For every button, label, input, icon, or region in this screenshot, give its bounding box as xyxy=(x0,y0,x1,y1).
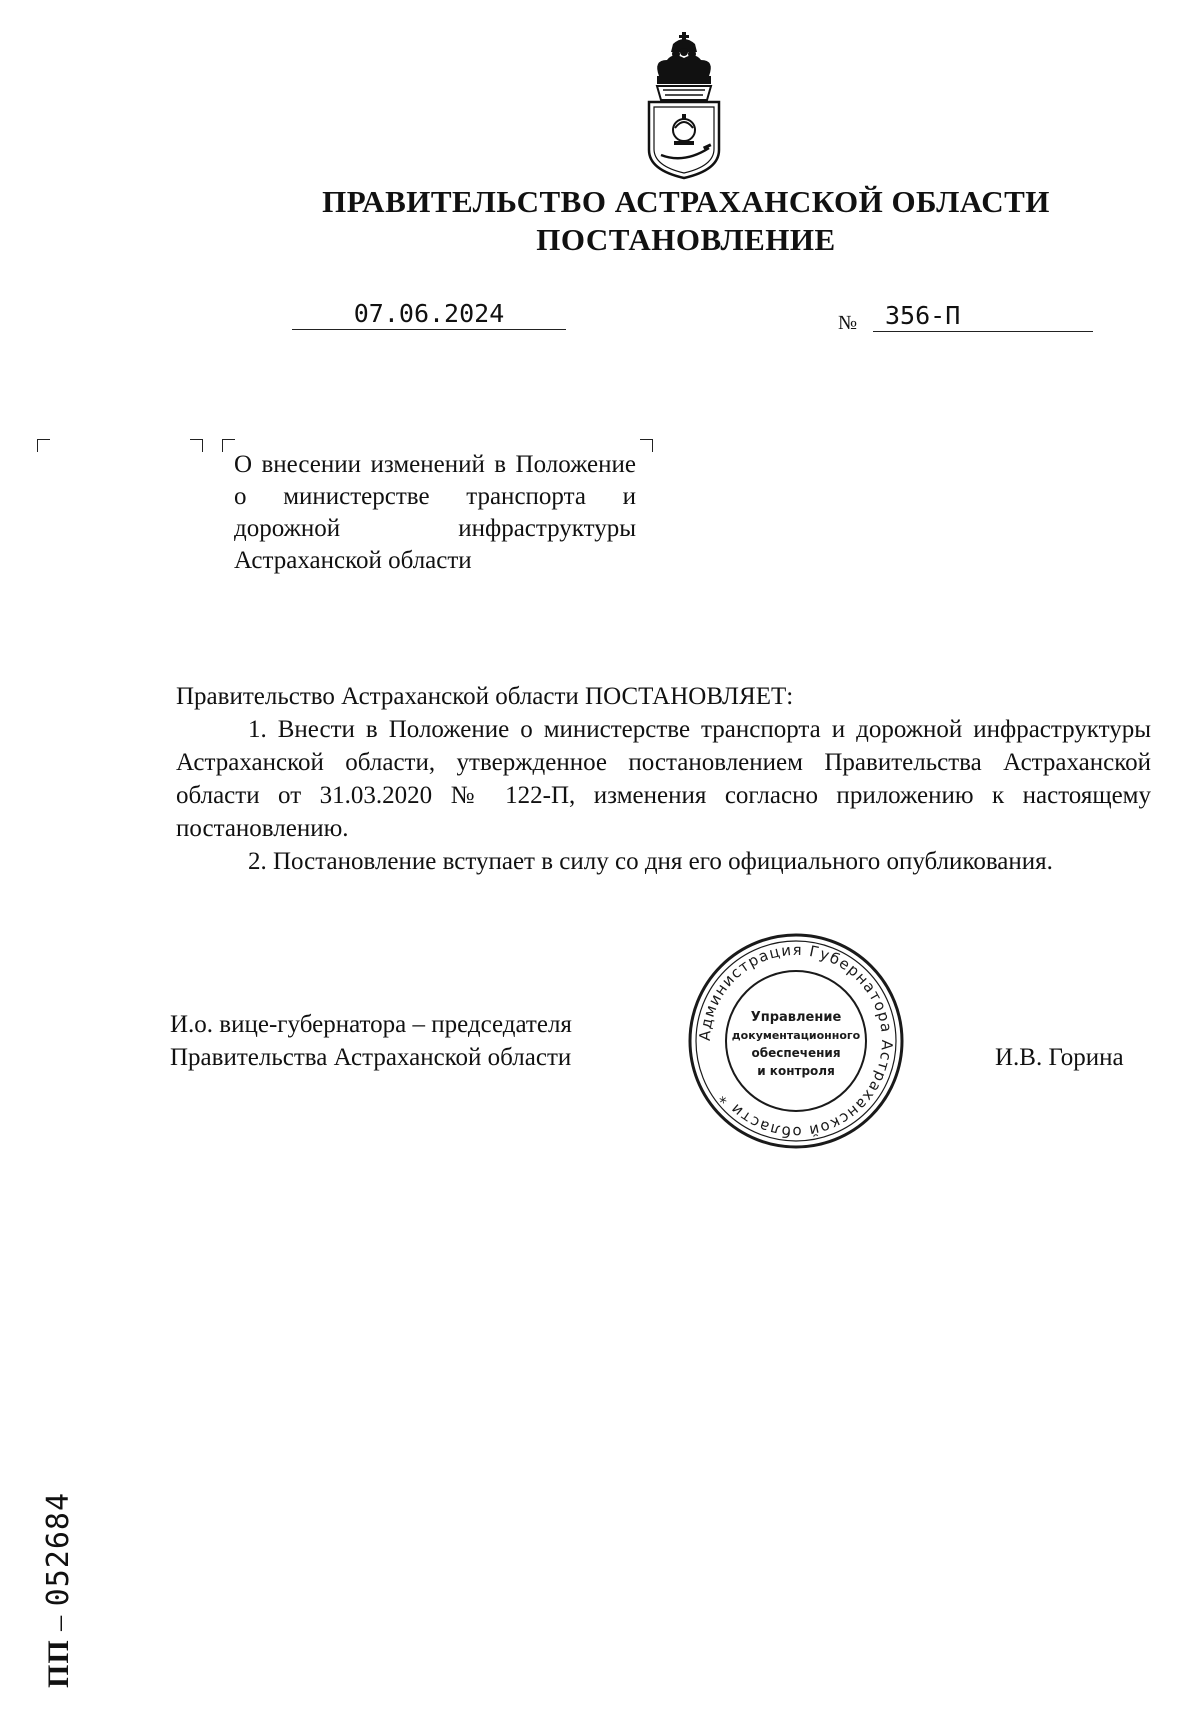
date-underline xyxy=(292,329,566,330)
number-sign: № xyxy=(838,312,858,334)
document-number: 356-П xyxy=(885,301,961,330)
signer-role xyxy=(170,1008,572,1074)
signer-role-line-2: Правительства Астраханской области xyxy=(170,1044,572,1071)
stamp-ring-text: Администрация Губернатора Астраханской области * xyxy=(695,940,897,1142)
coat-of-arms-emblem xyxy=(643,30,725,180)
signer-role-line-1: И.о. вице-губернатора – председателя xyxy=(170,1011,572,1038)
stamp-center-line: Управление xyxy=(750,1010,842,1025)
document-type: ПОСТАНОВЛЕНИЕ xyxy=(536,222,836,257)
body-item-2: 2. Постановление вступает в силу со дня его официального опубликования. xyxy=(248,848,1053,875)
body-item-1: 1. Внести в Положение о министерстве транспорта и дорожной инфраструктуры Астраханской области, утвержденное постановлением Правительства Астраханской области от 31.03.2020 № 122-П, изменения согласно приложению к настоящему постановлению. xyxy=(176,716,1151,842)
stamp-center-line: документационного xyxy=(731,1029,861,1042)
stamp-center-line: обеспечения xyxy=(751,1046,841,1060)
body-preamble: Правительство Астраханской области ПОСТАНОВЛЯЕТ: xyxy=(176,683,794,710)
official-stamp xyxy=(685,930,907,1152)
serial-prefix: ПП xyxy=(42,1639,75,1688)
organization-title: ПРАВИТЕЛЬСТВО АСТРАХАНСКОЙ ОБЛАСТИ xyxy=(322,184,1050,219)
serial-number: 052684 xyxy=(41,1491,76,1607)
stamp-center-line: и контроля xyxy=(757,1064,835,1078)
document-date: 07.06.2024 xyxy=(353,299,505,328)
document-subject: О внесении изменений в Положение о министерстве транспорта и дорожной инфраструктуры Астраханской области xyxy=(234,451,636,574)
signer-name: И.В. Горина xyxy=(995,1044,1124,1071)
subject-corner-mark xyxy=(640,439,653,452)
document-body xyxy=(176,680,1151,878)
margin-corner-mark xyxy=(37,439,50,452)
form-serial-number: ПП – 052684 xyxy=(41,1491,76,1688)
number-underline xyxy=(873,331,1093,332)
subject-corner-mark xyxy=(190,439,203,452)
